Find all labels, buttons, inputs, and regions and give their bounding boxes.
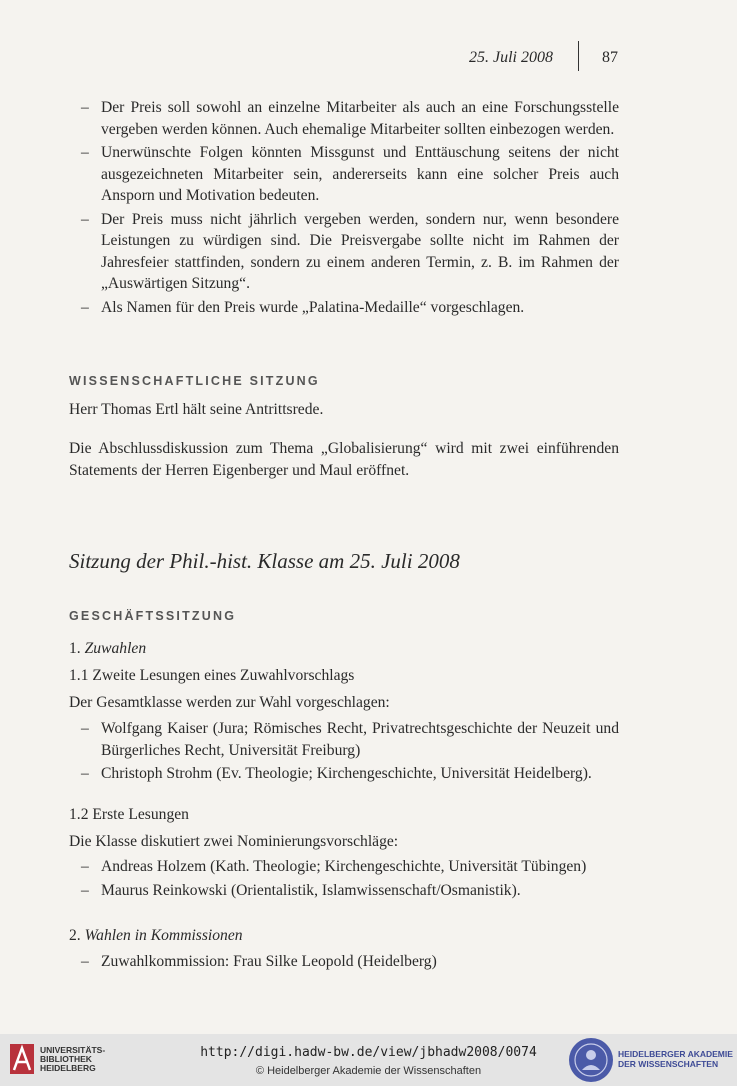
paragraph: Der Gesamtklasse werden zur Wahl vorgeschlagen: (69, 694, 390, 711)
subheading: 1.1 Zweite Lesungen eines Zuwahlvorschlags (69, 667, 355, 684)
nominierung-list (69, 856, 619, 903)
item-number: 1. (69, 640, 81, 657)
session-heading: Sitzung der Phil.-hist. Klasse am 25. Juli 2008 (69, 549, 460, 573)
list-item: – Maurus Reinkowski (Orientalistik, Islamwissenschaft/Osmanistik). (69, 880, 619, 902)
page-number: 87 (602, 49, 618, 66)
list-item: – Christoph Strohm (Ev. Theologie; Kirchengeschichte, Universität Heidelberg). (69, 763, 619, 785)
kommission-list (69, 951, 619, 975)
source-url-link[interactable]: http://digi.hadw-bw.de/view/jbhadw2008/0074 (200, 1045, 537, 1060)
list-item: – Der Preis muss nicht jährlich vergeben werden, sondern nur, wenn besondere Leistungen zu würdigen sind. Die Preisvergabe sollte nicht im Rahmen der Jahresfeier stattfinden, sondern zu einem anderen Termin, z. B. im Rahmen der „Auswärtigen Sitzung“. (69, 209, 619, 295)
library-name: UNIVERSITÄTS- BIBLIOTHEK HEIDELBERG (40, 1045, 106, 1073)
subheading: 1.2 Erste Lesungen (69, 806, 189, 823)
paragraph: Die Abschlussdiskussion zum Thema „Globalisierung“ wird mit zwei einführenden Statements der Herren Eigenberger und Maul eröffnet. (69, 440, 619, 479)
wahl-list (69, 718, 619, 787)
section-heading-wissenschaftliche-sitzung: WISSENSCHAFTLICHE SITZUNG (69, 374, 320, 388)
paragraph: Die Klasse diskutiert zwei Nominierungsvorschläge: (69, 833, 399, 850)
paragraph: Herr Thomas Ertl hält seine Antrittsrede. (69, 401, 324, 418)
preis-list (69, 97, 619, 320)
header-date: 25. Juli 2008 (469, 49, 553, 66)
item-title: Zuwahlen (84, 640, 147, 657)
academy-name: HEIDELBERGER AKADEMIE DER WISSENSCHAFTEN (618, 1049, 733, 1069)
numbered-heading (69, 925, 619, 947)
section-heading-geschaeftssitzung: GESCHÄFTSSITZUNG (69, 609, 237, 623)
footer-bar (0, 1034, 737, 1086)
copyright-notice: © Heidelberger Akademie der Wissenschaften (255, 1065, 482, 1077)
running-header (0, 47, 737, 71)
academy-seal-icon (569, 1038, 613, 1082)
item-title: Wahlen in Kommissionen (84, 927, 243, 944)
list-item: – Unerwünschte Folgen könnten Missgunst und Enttäuschung seitens der nicht ausgezeichneten Mitarbeiter sein, andererseits kann eine solcher Preis auch Ansporn und Motivation bedeuten. (69, 142, 619, 207)
list-item: – Andreas Holzem (Kath. Theologie; Kirchengeschichte, Universität Tübingen) (69, 856, 619, 878)
header-divider (578, 41, 579, 71)
list-item: – Wolfgang Kaiser (Jura; Römisches Recht, Privatrechtsgeschichte der Neuzeit und Bürgerliches Recht, Universität Freiburg) (69, 718, 619, 761)
list-item: – Als Namen für den Preis wurde „Palatina-Medaille“ vorgeschlagen. (69, 297, 619, 319)
numbered-heading (69, 638, 619, 660)
list-item: – Der Preis soll sowohl an einzelne Mitarbeiter als auch an eine Forschungsstelle vergeben werden können. Auch ehemalige Mitarbeiter sollten einbezogen werden. (69, 97, 619, 140)
item-number: 2. (69, 927, 81, 944)
list-item: – Zuwahlkommission: Frau Silke Leopold (Heidelberg) (69, 951, 619, 973)
